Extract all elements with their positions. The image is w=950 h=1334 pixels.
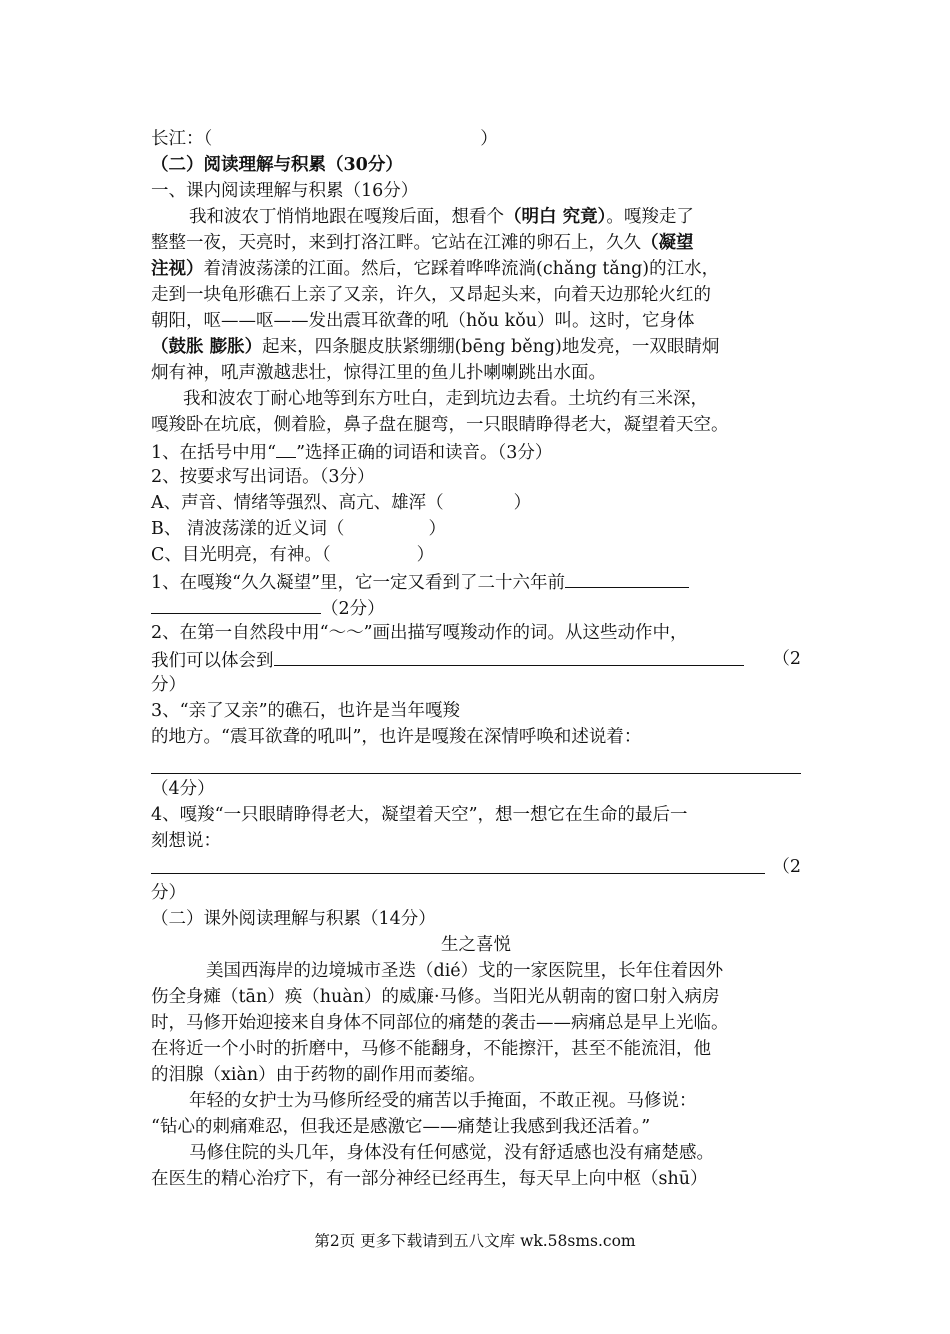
text-line: 我和波农丁耐心地等到东方吐白，走到坑边去看。土坑约有三米深， bbox=[183, 389, 708, 409]
text-line: （4分） bbox=[151, 779, 215, 799]
text-line: 整整一夜，天亮时，来到打洛江畔。它站在江滩的卵石上，久久（凝望 bbox=[151, 233, 694, 253]
text-line: （鼓胀 膨胀）起来，四条腿皮肤紧绷绷(bēng běng)地发亮，一双眼睛炯 bbox=[151, 337, 720, 357]
answer-blank[interactable] bbox=[276, 438, 296, 458]
answer-blank[interactable] bbox=[565, 568, 689, 588]
article-title: 生之喜悦 bbox=[441, 935, 511, 955]
text-line: 年轻的女护士为马修所经受的痛苦以手掩面，不敢正视。马修说： bbox=[189, 1091, 697, 1111]
document-body bbox=[151, 126, 801, 1192]
text-line: 伤全身瘫（tān）痪（huàn）的威廉·马修。当阳光从朝南的窗口射入病房 bbox=[151, 987, 720, 1007]
text-line: 朝阳，呕——呕——发出震耳欲聋的吼（hǒu kǒu）叫。这时，它身体 bbox=[151, 311, 695, 331]
answer-blank[interactable] bbox=[151, 854, 765, 874]
question-3: 1、在嘎羧“久久凝望”里，它一定又看到了二十六年前 bbox=[151, 568, 801, 594]
question-5-cont: 的地方。“震耳欲聋的吼叫”，也许是嘎羧在深情呼唤和述说着： bbox=[151, 727, 642, 747]
question-2b: B、 清波荡漾的近义词（ ） bbox=[151, 519, 446, 539]
text-line: 美国西海岸的边境城市圣迭（dié）戈的一家医院里，长年住着因外 bbox=[206, 961, 724, 981]
answer-line[interactable]: （2 bbox=[151, 854, 801, 880]
text-line: 注视）着清波荡漾的江面。然后，它踩着哗哗流淌(chǎng tǎng)的江水， bbox=[151, 259, 720, 279]
question-1: 1、在括号中用“ ”选择正确的词语和读音。（3分） bbox=[151, 438, 801, 464]
answer-line[interactable] bbox=[151, 750, 801, 776]
answer-blank[interactable] bbox=[274, 646, 744, 666]
question-5: 3、“亲了又亲”的礁石，也许是当年嘎羧 bbox=[151, 701, 461, 721]
text-line: 分） bbox=[151, 675, 186, 695]
question-2a: A、声音、情绪等强烈、高亢、雄浑（ ） bbox=[151, 493, 532, 513]
answer-blank[interactable] bbox=[151, 594, 321, 614]
text-line: 走到一块龟形礁石上亲了又亲，许久，又昂起头来，向着天边那轮火红的 bbox=[151, 285, 711, 305]
question-4: 2、在第一自然段中用“～～”画出描写嘎羧动作的词。从这些动作中， bbox=[151, 623, 688, 643]
sub-heading: （二）课外阅读理解与积累（14分） bbox=[151, 909, 436, 929]
text-line: 马修住院的头几年，身体没有任何感觉，没有舒适感也没有痛楚感。 bbox=[189, 1143, 714, 1163]
question-6-cont: 刻想说： bbox=[151, 831, 221, 851]
page-footer: 第2页 更多下载请到五八文库 wk.58sms.com bbox=[314, 1232, 636, 1250]
question-2: 2、按要求写出词语。（3分） bbox=[151, 467, 375, 487]
text-line: 在将近一个小时的折磨中，马修不能翻身，不能擦汗，甚至不能流泪，他 bbox=[151, 1039, 711, 1059]
question-4-cont: 我们可以体会到 （2 bbox=[151, 646, 801, 672]
text-line: 我和波农丁悄悄地跟在嘎羧后面，想看个（明白 究竟）。嘎羧走了 bbox=[189, 207, 694, 227]
question-3-cont: （2分） bbox=[151, 594, 801, 620]
text-line: 在医生的精心治疗下，有一部分神经已经再生，每天早上向中枢（shū） bbox=[151, 1169, 708, 1189]
text-line: 的泪腺（xiàn）由于药物的副作用而萎缩。 bbox=[151, 1065, 486, 1085]
question-2c: C、目光明亮，有神。（ ） bbox=[151, 545, 435, 565]
text-line: 炯有神，吼声激越悲壮，惊得江里的鱼儿扑喇喇跳出水面。 bbox=[151, 363, 606, 383]
text-line: 分） bbox=[151, 883, 186, 903]
sub-heading: 一、课内阅读理解与积累（16分） bbox=[151, 181, 419, 201]
text-line: 嘎羧卧在坑底，侧着脸，鼻子盘在腿弯，一只眼睛睁得老大，凝望着天空。 bbox=[151, 415, 729, 435]
question-6: 4、嘎羧“一只眼睛睁得老大，凝望着天空”，想一想它在生命的最后一 bbox=[151, 805, 688, 825]
text-line: 长江：（ ） bbox=[151, 129, 498, 149]
text-line: 时，马修开始迎接来自身体不同部位的痛楚的袭击——病痛总是早上光临。 bbox=[151, 1013, 729, 1033]
text-line: “钻心的刺痛难忍，但我还是感激它——痛楚让我感到我还活着。” bbox=[151, 1117, 651, 1137]
section-heading: （二）阅读理解与积累（30分） bbox=[151, 155, 403, 175]
